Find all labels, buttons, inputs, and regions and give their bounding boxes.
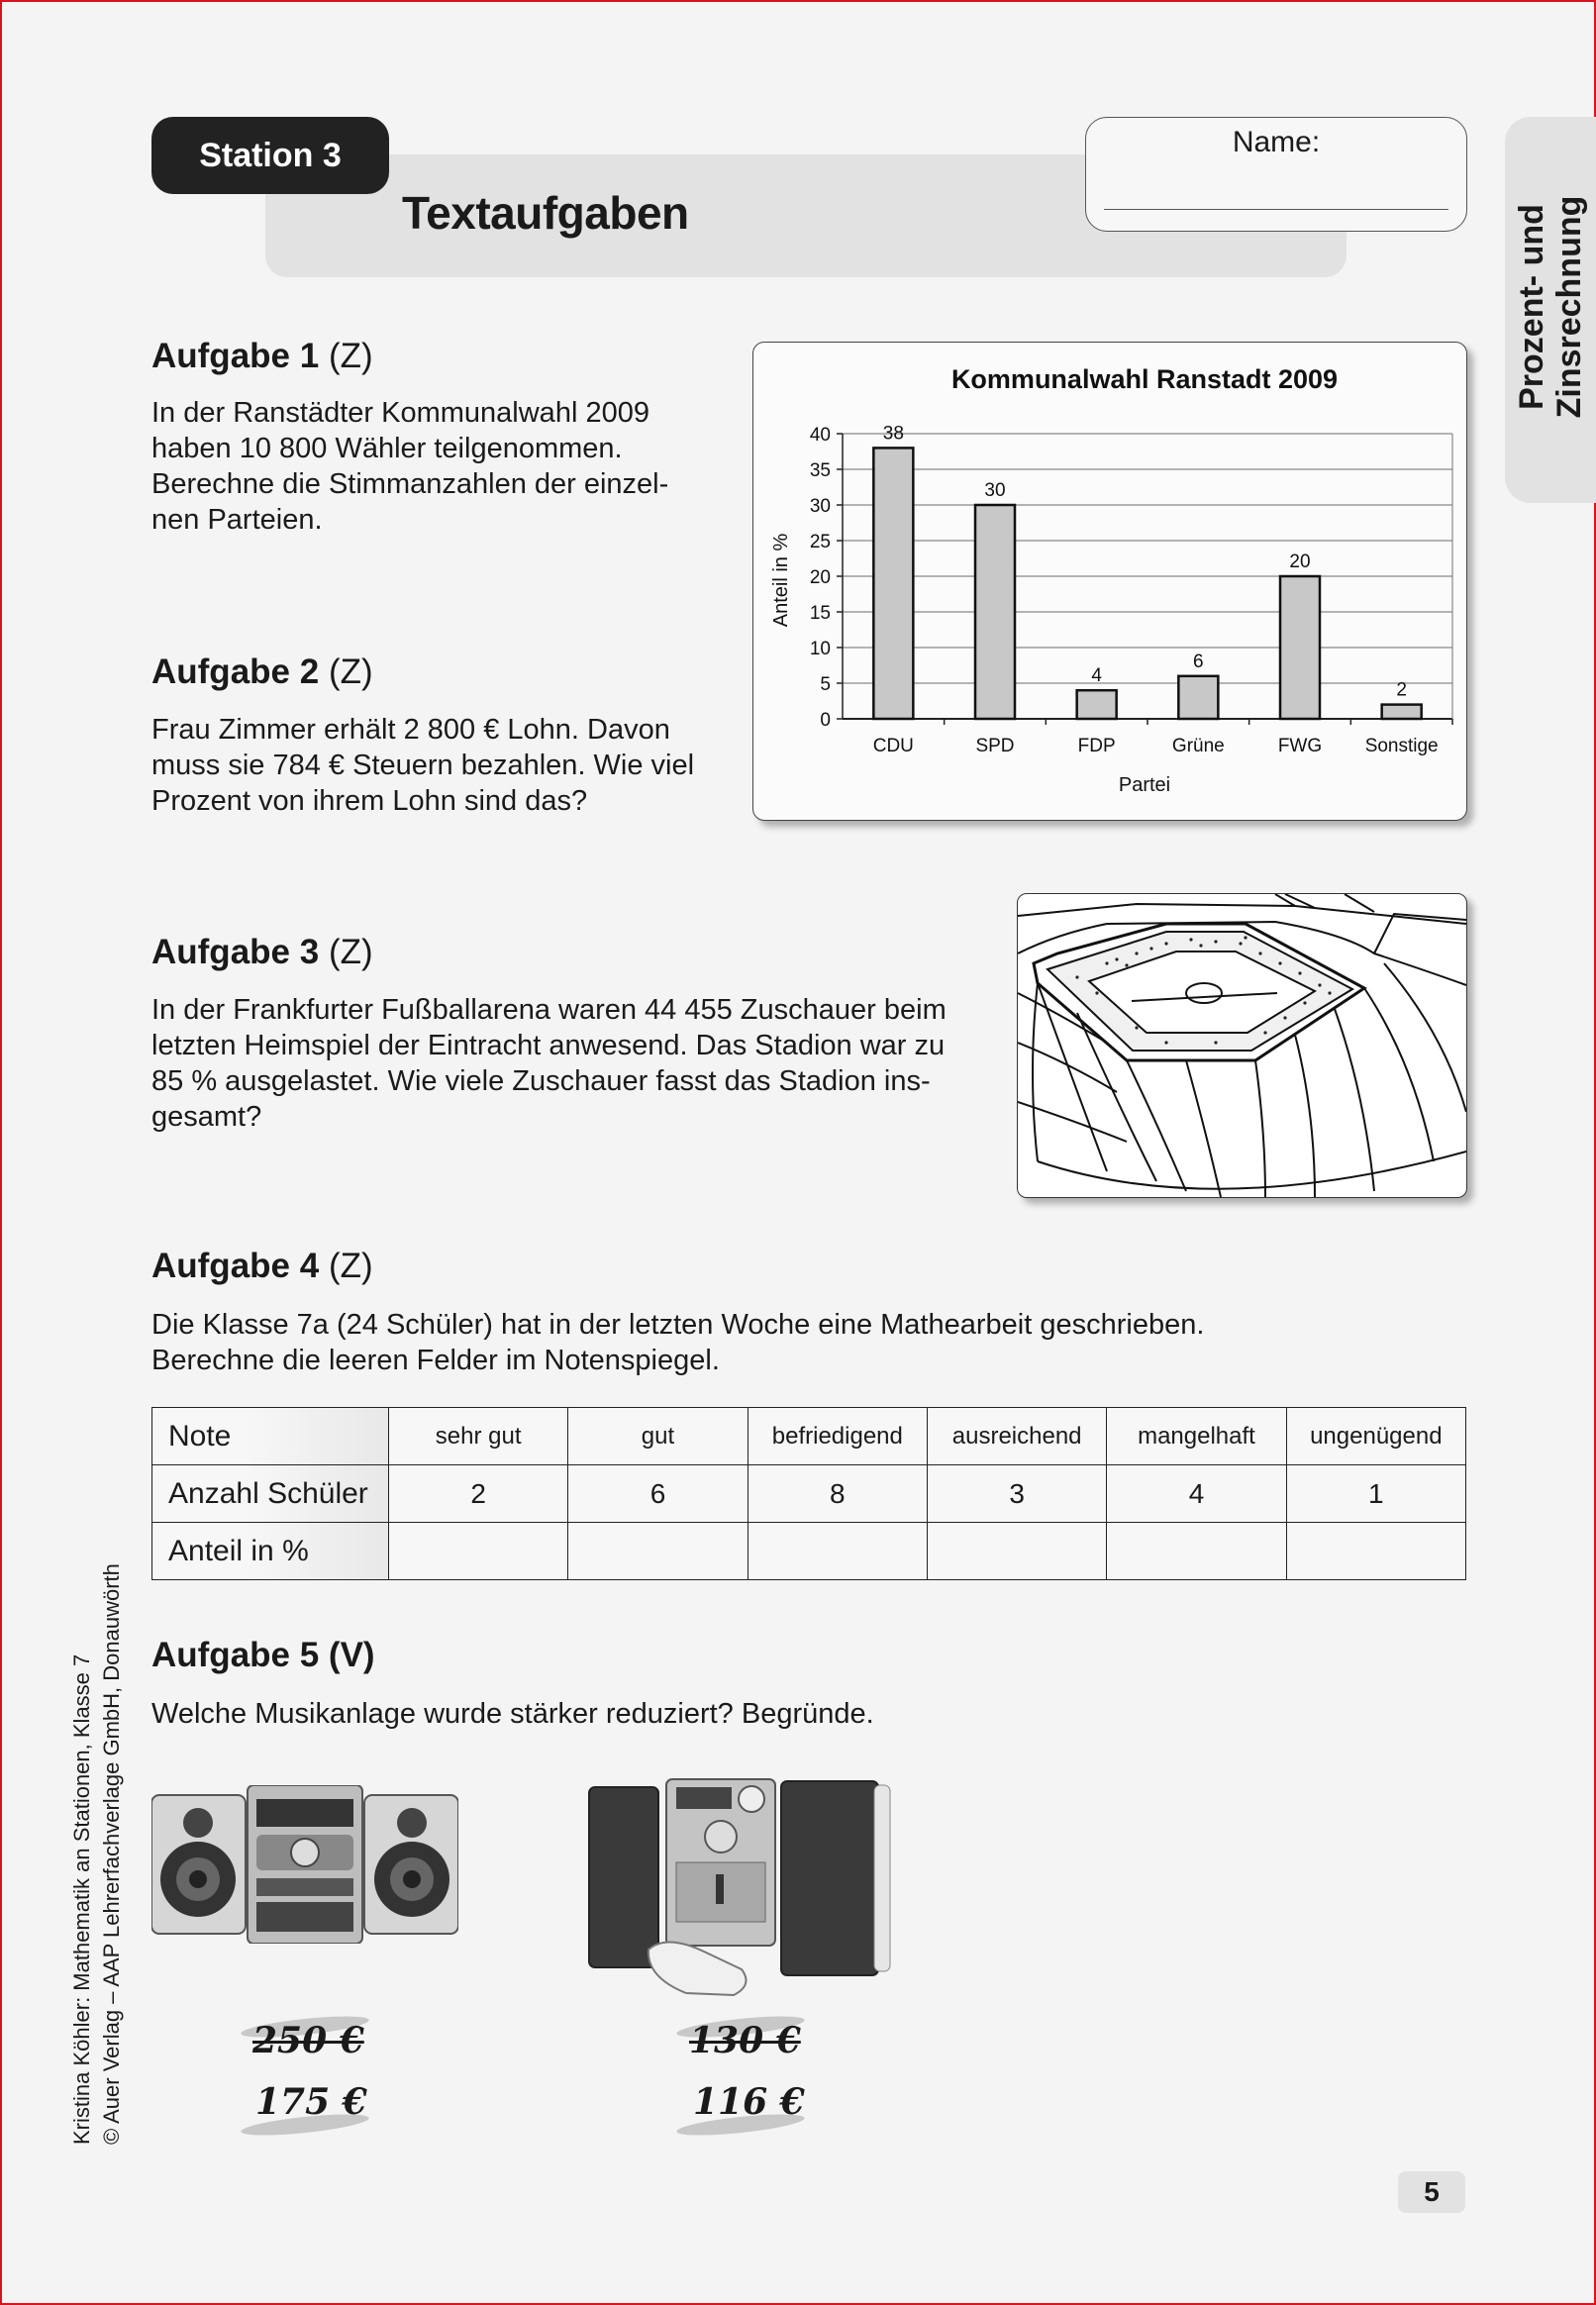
data-label: 30 [984, 480, 1006, 501]
bar-chart [753, 343, 1466, 820]
bar-fwg [1280, 576, 1320, 719]
data-label: 20 [1289, 551, 1311, 572]
page-number: 5 [1398, 2171, 1465, 2213]
stereo-system-icon [151, 1785, 458, 1944]
percent-answer-cell[interactable] [1286, 1523, 1465, 1580]
row-header: Anteil in % [152, 1523, 389, 1580]
row-header: Note [152, 1408, 389, 1465]
credit-line: Kristina Köhler: Mathematik an Stationen, Klasse 7 [69, 1654, 94, 2145]
task2-text [151, 712, 694, 819]
count-cell: 6 [568, 1465, 748, 1523]
percent-answer-cell[interactable] [1107, 1523, 1286, 1580]
count-cell: 3 [927, 1465, 1106, 1523]
grade-cell: sehr gut [389, 1408, 568, 1465]
task1-line: In der Ranstädter Kommunalwahl 2009 [151, 397, 649, 429]
task1-line: Berechne die Stimmanzahlen der einzel- [151, 468, 669, 500]
task5-line: Welche Musikanlage wurde stärker reduziert? Begründe. [151, 1698, 874, 1730]
x-tick-label: FWG [1277, 736, 1323, 756]
stadium-illustration [1017, 893, 1467, 1198]
task5-heading [151, 1636, 375, 1675]
task1-heading [151, 337, 373, 376]
percent-answer-cell[interactable] [748, 1523, 927, 1580]
percent-answer-cell[interactable] [927, 1523, 1106, 1580]
y-tick-label: 20 [809, 567, 831, 588]
task4-line: Berechne die leeren Felder im Notenspiegel. [151, 1345, 720, 1376]
y-tick-label: 10 [809, 639, 831, 659]
name-field[interactable] [1085, 117, 1467, 232]
task1-title: Aufgabe 1 [151, 337, 320, 375]
credit-line: © Auer Verlag – AAP Lehrerfachverlage GmbH, Donauwörth [99, 1563, 124, 2145]
chart-ylabel: Anteil in % [770, 533, 792, 628]
task5-title: Aufgabe 5 (V) [151, 1636, 375, 1674]
task2-tag: (Z) [328, 652, 373, 691]
chart-data-labels [883, 423, 1407, 700]
grade-cell: befriedigend [748, 1408, 927, 1465]
data-label: 38 [882, 423, 904, 445]
y-tick-label: 35 [809, 460, 831, 481]
grade-cell: ausreichend [927, 1408, 1106, 1465]
y-tick-label: 5 [820, 674, 831, 695]
task3-title: Aufgabe 3 [151, 933, 320, 971]
x-tick-label: Sonstige [1364, 736, 1439, 756]
task4-text [151, 1307, 1204, 1378]
chapter-label-line2: Zinsrechnung [1550, 195, 1588, 419]
task3-line: 85 % ausgelastet. Wie viele Zuschauer fasst das Stadion ins- [151, 1065, 931, 1097]
task1-tag: (Z) [328, 337, 373, 375]
count-cell: 2 [389, 1465, 568, 1523]
task2-line: Frau Zimmer erhält 2 800 € Lohn. Davon [151, 714, 670, 746]
chart-grid [843, 434, 1452, 719]
name-label: Name: [1232, 126, 1321, 158]
chart-bars [873, 448, 1421, 719]
task1-line: haben 10 800 Wähler teilgenommen. [151, 433, 623, 464]
name-write-line [1104, 209, 1448, 210]
station-badge: Station 3 [151, 117, 389, 194]
chapter-side-tab [1505, 117, 1596, 503]
count-cell: 8 [748, 1465, 927, 1523]
task4-tag: (Z) [328, 1247, 373, 1285]
table-row [152, 1408, 1466, 1465]
data-label: 4 [1091, 665, 1102, 687]
x-tick-label: FDP [1077, 736, 1116, 756]
data-label: 2 [1396, 679, 1407, 701]
task3-line: In der Frankfurter Fußballarena waren 44 455 Zuschauer beim [151, 994, 947, 1026]
count-cell: 4 [1107, 1465, 1286, 1523]
table-row [152, 1465, 1466, 1523]
chart-y-axis [810, 425, 843, 731]
task3-tag: (Z) [328, 933, 373, 971]
old-price: 130 € [689, 2020, 801, 2061]
bar-sonstige [1382, 705, 1422, 719]
task3-text [151, 992, 947, 1135]
row-header: Anzahl Schüler [152, 1465, 389, 1523]
x-tick-label: SPD [975, 736, 1015, 756]
x-tick-label: Grüne [1171, 736, 1225, 756]
grade-cell: mangelhaft [1107, 1408, 1286, 1465]
x-tick-label: CDU [872, 736, 914, 756]
y-tick-label: 25 [809, 532, 831, 552]
new-price: 175 € [255, 2081, 367, 2123]
y-tick-label: 15 [809, 603, 831, 624]
micro-stereo-icon [587, 1775, 894, 2008]
stadium-icon [1018, 894, 1466, 1197]
bar-fdp [1077, 690, 1117, 719]
data-label: 6 [1193, 651, 1204, 672]
task5-text [151, 1696, 874, 1732]
task4-title: Aufgabe 4 [151, 1247, 320, 1285]
bar-grüne [1178, 676, 1218, 719]
chart-x-axis [873, 719, 1452, 756]
y-tick-label: 0 [820, 710, 831, 731]
task1-line: nen Parteien. [151, 504, 323, 536]
task2-line: muss sie 784 € Steuern bezahlen. Wie viel [151, 750, 695, 781]
task3-line: letzten Heimspiel der Eintracht anwesend. Das Stadion war zu [151, 1030, 946, 1061]
bar-spd [975, 505, 1015, 719]
chapter-label [1513, 196, 1588, 419]
bar-cdu [873, 448, 913, 719]
grade-cell: gut [568, 1408, 748, 1465]
old-price: 250 € [252, 2020, 364, 2061]
page-title: Textaufgaben [402, 187, 689, 239]
task1-text [151, 395, 668, 538]
chapter-label-line1: Prozent- und [1513, 204, 1550, 410]
election-chart [752, 342, 1467, 821]
chart-title: Kommunalwahl Ranstadt 2009 [950, 364, 1339, 394]
task3-line: gesamt? [151, 1101, 262, 1133]
task4-line: Die Klasse 7a (24 Schüler) hat in der letzten Woche eine Mathearbeit geschrieben. [151, 1309, 1205, 1341]
task2-title: Aufgabe 2 [151, 652, 320, 691]
count-cell: 1 [1286, 1465, 1465, 1523]
chart-xlabel: Partei [1118, 774, 1171, 796]
y-tick-label: 40 [809, 425, 831, 446]
task3-heading [151, 933, 373, 972]
task4-heading [151, 1247, 373, 1286]
new-price: 116 € [693, 2081, 805, 2123]
task2-heading [151, 652, 373, 692]
y-tick-label: 30 [809, 496, 831, 517]
grade-cell: ungenügend [1286, 1408, 1465, 1465]
task2-line: Prozent von ihrem Lohn sind das? [151, 785, 588, 817]
